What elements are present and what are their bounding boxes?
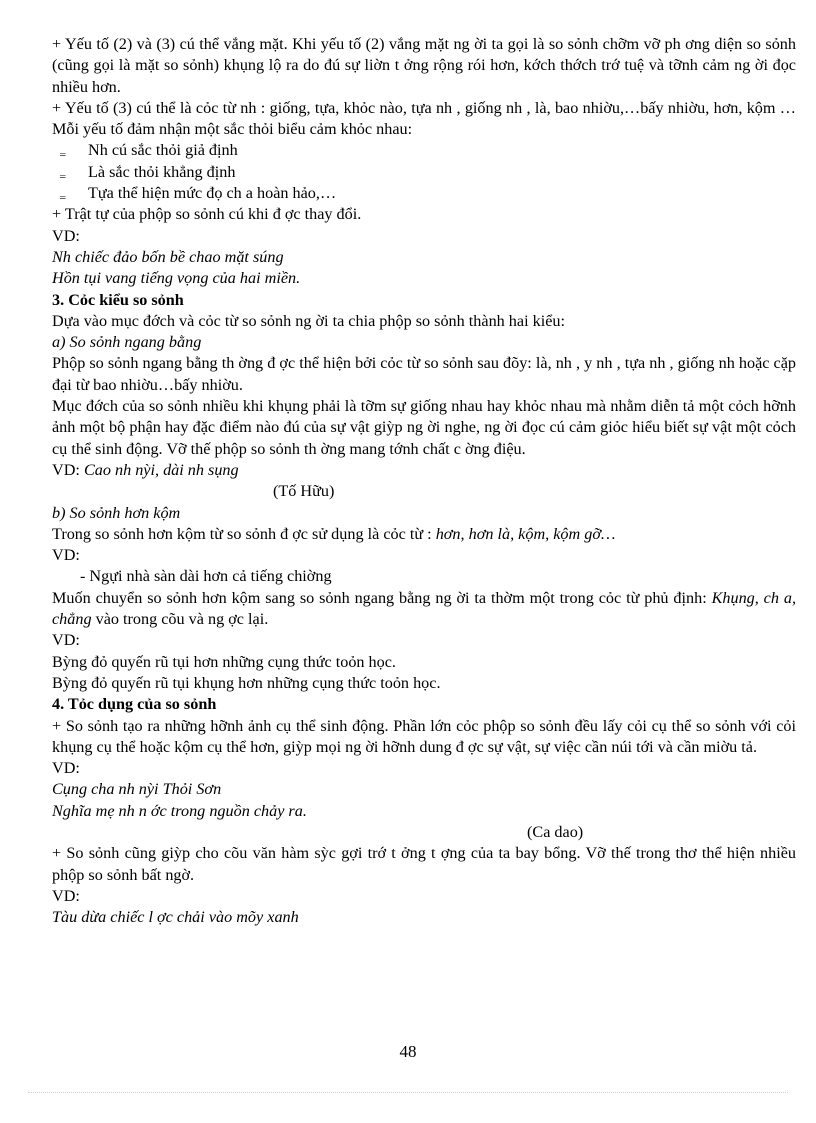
paragraph: Mục đớch của so sỏnh nhiều khi khụng phải là tỡm sự giống nhau hay khỏc nhau mà nhằm diễn tả một cỏch hỡnh ảnh một bộ phận hay đặc điểm nào đú của sự vật giỳp ng ời nghe, ng ời đọc cú cảm giỏc hiểu biết sự vật một cỏch cụ thể sinh động. Vỡ thế phộp so sỏnh th ờng mang tớnh chất c ờng điệu. bbox=[52, 397, 796, 458]
paragraph-text: vào trong cõu và ng ợc lại. bbox=[91, 610, 269, 629]
dash-item-text: Tựa thể hiện mức đọ ch a hoàn hảo,… bbox=[88, 184, 337, 203]
example-text: Bỳng đỏ quyến rũ tụi hơn những cụng thức toỏn học. bbox=[52, 652, 396, 671]
paragraph bbox=[52, 524, 796, 545]
paragraph bbox=[52, 588, 796, 631]
example-text: Bỳng đỏ quyến rũ tụi khụng hơn những cụng thức toỏn học. bbox=[52, 673, 441, 692]
document-page bbox=[52, 34, 796, 928]
dash-marker: ‗ bbox=[60, 144, 66, 157]
paragraph: + Yếu tố (3) cú thể là cỏc từ nh : giống, tựa, khỏc nào, tựa nh , giống nh , là, bao nhiờu,…bấy nhiờu, hơn, kộm … Mỗi yếu tố đảm nhận một sắc thỏi biểu cảm khỏc nhau: bbox=[52, 98, 796, 139]
paragraph: + So sỏnh cũng giỳp cho cõu văn hàm sỳc gợi trớ t ởng t ợng của ta bay bổng. Vỡ thế trong thơ thể hiện nhiều phộp so sỏnh bất ngờ. bbox=[52, 844, 796, 884]
dash-item bbox=[52, 183, 796, 204]
paragraph-text: Muốn chuyển so sỏnh hơn kộm sang so sỏnh ngang bằng ng ời ta thờm một trong cỏc từ phủ định: bbox=[52, 588, 712, 607]
dash-marker: ‗ bbox=[60, 187, 66, 200]
dash-item bbox=[52, 162, 796, 183]
footer-divider bbox=[28, 1092, 788, 1093]
example-label: VD: bbox=[52, 759, 80, 778]
poem-line: Hồn tụi vang tiếng vọng của hai miền. bbox=[52, 269, 301, 288]
paragraph-text: Trong so sỏnh hơn kộm từ so sỏnh đ ợc sử dụng là cỏc từ : bbox=[52, 524, 436, 543]
subheading: a) So sỏnh ngang bằng bbox=[52, 333, 202, 352]
paragraph: Dựa vào mục đớch và cỏc từ so sỏnh ng ời ta chia phộp so sỏnh thành hai kiểu: bbox=[52, 311, 565, 330]
poem-line: Nh chiếc đảo bốn bề chao mặt súng bbox=[52, 247, 284, 266]
example-label: VD: bbox=[52, 460, 80, 479]
example-text: - Ngựi nhà sàn dài hơn cả tiếng chiờng bbox=[80, 567, 332, 586]
example-text: Cao nh nỳi, dài nh sụng bbox=[83, 460, 239, 479]
source-citation: (Ca dao) bbox=[527, 822, 584, 841]
example-label: VD: bbox=[52, 886, 80, 905]
dash-marker: ‗ bbox=[60, 165, 66, 178]
paragraph-italic-text: hơn, hơn là, kộm, kộm gỡ… bbox=[435, 524, 616, 543]
section-heading: 3. Cỏc kiểu so sỏnh bbox=[52, 290, 184, 309]
paragraph-italic-text: Khụng, ch a, chẳng bbox=[52, 588, 796, 629]
paragraph: + So sỏnh tạo ra những hỡnh ảnh cụ thể sinh động. Phần lớn cỏc phộp so sỏnh đều lấy cỏi cụ thể so sỏnh với cỏi khụng cụ thể hoặc kộm cụ thể hơn, giỳp mọi ng ời hỡnh dung đ ợc sự vật, sự việc cần núi tới và cần miờu tả. bbox=[52, 716, 796, 756]
example-label: VD: bbox=[52, 226, 80, 245]
dash-item-text: Nh cú sắc thỏi giả định bbox=[88, 141, 238, 160]
example-label: VD: bbox=[52, 631, 80, 650]
paragraph: Phộp so sỏnh ngang bằng th ờng đ ợc thể hiện bởi cỏc từ so sỏnh sau đõy: là, nh , y nh , tựa nh , giống nh hoặc cặp đại từ bao nhiờu…bấy nhiờu. bbox=[52, 354, 796, 394]
paragraph: + Yếu tố (2) và (3) cú thể vắng mặt. Khi yếu tố (2) vắng mặt ng ời ta gọi là so sỏnh chỡm vỡ ph ơng diện so sỏnh (cũng gọi là mặt so sỏnh) khụng lộ ra do đú sự liờn t ởng rộng rói hơn, kớch thớch trớ tuệ và tỡnh cảm ng ời đọc nhiều hơn. bbox=[52, 35, 796, 96]
poem-line: Nghĩa mẹ nh n ớc trong nguồn chảy ra. bbox=[52, 801, 307, 820]
dash-item bbox=[52, 140, 796, 161]
example-line bbox=[52, 460, 796, 481]
source-citation: (Tố Hữu) bbox=[273, 482, 335, 501]
poem-line: Tàu dừa chiếc l ợc chải vào mõy xanh bbox=[52, 908, 299, 927]
subheading: b) So sỏnh hơn kộm bbox=[52, 503, 181, 522]
paragraph: + Trật tự của phộp so sỏnh cú khi đ ợc thay đổi. bbox=[52, 205, 362, 224]
dash-item-text: Là sắc thỏi khẳng định bbox=[88, 162, 236, 181]
section-heading: 4. Tỏc dụng của so sỏnh bbox=[52, 695, 217, 714]
example-label: VD: bbox=[52, 546, 80, 565]
poem-line: Cụng cha nh nỳi Thỏi Sơn bbox=[52, 780, 222, 799]
page-number: 48 bbox=[399, 1042, 417, 1061]
